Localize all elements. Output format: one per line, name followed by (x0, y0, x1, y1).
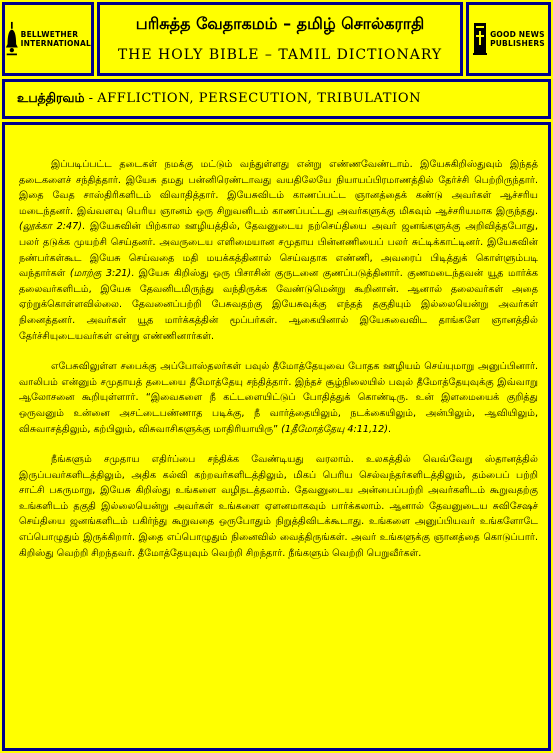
publisher-logo-right (466, 2, 551, 76)
subject-heading (17, 90, 421, 107)
title-banner (97, 2, 463, 76)
paragraph-3: நீங்களும் சமுதாய எதிர்ப்பை சந்திக்க வேண்டியது வரலாம். உலகத்தில் வெவ்வேறு ஸ்தானத்தில் இருப்பவர்களிடத்திலும், அதிக கல்வி கற்றவர்களிடத்திலும், மிகப் பெரிய செல்வந்தர்களிடத்திலும், தம்பைப் பற்றி சாட்சி பகருமாறு, இயேசு கிறிஸ்து உங்களை வழிநடத்தலாம். தேவனுடைய அன்பைப்பற்றி அவர்களிடம் கூறுவதற்கு உங்களிடம் தகுதி இல்லையென்று அவர்கள் உங்களை ஏளனமாகவும் பார்க்கலாம். ஆனால் தேவனுடைய சுவிசேஷச் செய்தியை ஜனங்களிடம் பகிர்ந்து கூறுவதை ஒருபோதும் நிறுத்திவிடக்கூடாது. உங்களை அனுப்பியவர் உங்களோடே எப்பொழுதும் இருக்கிறார். இதை எப்பொழுதும் நினைவில் வைத்திருங்கள். அவர் உங்களுக்கு ஞானத்தை கொடுப்பார். கிறிஸ்து வெற்றி சிறந்தவர். தீமோத்தேயுவும் வெற்றி சிறந்தார். நீங்களும் வெற்றி பெறுவீர்கள். (19, 454, 538, 559)
scripture-reference: (லூக்கா 2:47) (19, 221, 82, 233)
title-tamil: பரிசுத்த வேதாகமம் – தமிழ் சொல்கராதி (135, 14, 425, 33)
publisher-logo-left (2, 2, 94, 76)
paragraph-1: இப்படிப்பட்ட தடைகள் நமக்கு மட்டும் வந்துள்ளது என்று எண்ணவேண்டாம். இயேசுகிறிஸ்துவும் இந்தத் தடைகளைச் சந்தித்தார். இயேசு தமது பன்னிரெண்டாவது வயதிலேயே நியாயப்பிரமாணத்தில் தேர்ச்சி பெற்றிருந்தார். இதை வேத சாஸ்திரிகளிடம் விவாதித்தார். இயேசுவிடம் காணப்பட்ட ஞானத்தைக் கண்டு அவர்கள் ஆச்சரிய மடைந்தனர். இவ்வளவு பெரிய ஞானம் ஒரு சிறுவனிடம் காணப்பட்டது அவர்களுக்கு மிகவும் ஆச்சரியமாக இருந்தது. (லூக்கா 2:47). இயேசுவின் பிற்கால ஊழியத்தில், தேவனுடைய நற்செய்தியை அவர் ஜனங்களுக்கு அறிவித்தபோது, பலர் தடுக்க முயற்சி செய்தனர். அவருடைய எளிமையான சமுதாய பின்னணியைப் பலர் சுட்டிக்காட்டினர். இயேசுவின் நண்பர்கள்கூட இயேசு செய்வதை மதி மயக்கத்தினால் செய்வதாக எண்ணி, அவரைப் பிடித்துக் கொள்ளும்படி வந்தார்கள் (மாற்கு 3:21). இயேசு கிறிஸ்து ஒரு பிசாசின் குருடனை குணப்படுத்தினார். குணமடைந்தவன் யூத மார்க்க தலைவர்களிடம், இயேசு தேவனிடமிருந்து வந்திருக்க வேண்டுமென்று கூறினான். ஆனால் தலைவர்கள் அதை ஏற்றுக்கொள்ளவில்லை. தேவனைப்பற்றி பேசுவதற்கு இயேசுவுக்கு எந்தத் தகுதியும் இல்லையென்று அவர்கள் நினைத்தனர். அவர்கள் யூத மார்க்கத்தின் மூப்பர்கள். ஆகையினால் இயேசுவைவிட தாங்களே ஞானத்தில் தேர்ச்சியுடையவர்கள் என்று எண்ணினார்கள். (19, 159, 538, 342)
article-body (2, 122, 551, 751)
left-logo-text: BELLWETHER INTERNATIONAL (20, 29, 91, 48)
subject-english: AFFLICTION, PERSECUTION, TRIBULATION (97, 91, 422, 106)
subject-tamil: உபத்திரவம் (17, 90, 85, 105)
good-news-book-icon (472, 19, 488, 59)
article-text (19, 157, 538, 576)
right-logo-text: GOOD NEWS PUBLISHERS (490, 29, 545, 48)
scripture-reference: (மாற்கு 3:21) (69, 268, 132, 280)
subject-separator: - (84, 91, 98, 106)
bellwether-bell-icon (5, 19, 19, 59)
subject-heading-bar (2, 79, 551, 119)
title-english: THE HOLY BIBLE – TAMIL DICTIONARY (117, 47, 443, 63)
paragraph-2: எபேசுவிலுள்ள சபைக்கு அப்போஸ்தலர்கள் பவுல் தீமோத்தேயுவை போதக ஊழியம் செய்யுமாறு அனுப்பினார். வாலிபம் என்னும் சமுதாயத் தடையை தீமோத்தேயு சந்தித்தார். இந்தச் சூழ்நிலையில் பவுல் தீமோத்தேயுவுக்கு இவ்வாறு ஆலோசனை கூறியுள்ளார். “இவைகளை நீ கட்டளையிட்டுப் போதித்துக் கொண்டிரு. உன் இளமையைக் குறித்து ஒருவனும் உன்னை அசட்டைபண்ணாத படிக்கு, நீ வார்த்தையிலும், நடக்கையிலும், அன்பிலும், ஆவியிலும், விசுவாசத்திலும், கற்பிலும், விசுவாசிகளுக்கு மாதிரியாயிரு” (1தீமோத்தேயு 4:11,12). (19, 361, 538, 435)
scripture-reference: (1தீமோத்தேயு 4:11,12) (281, 423, 388, 435)
